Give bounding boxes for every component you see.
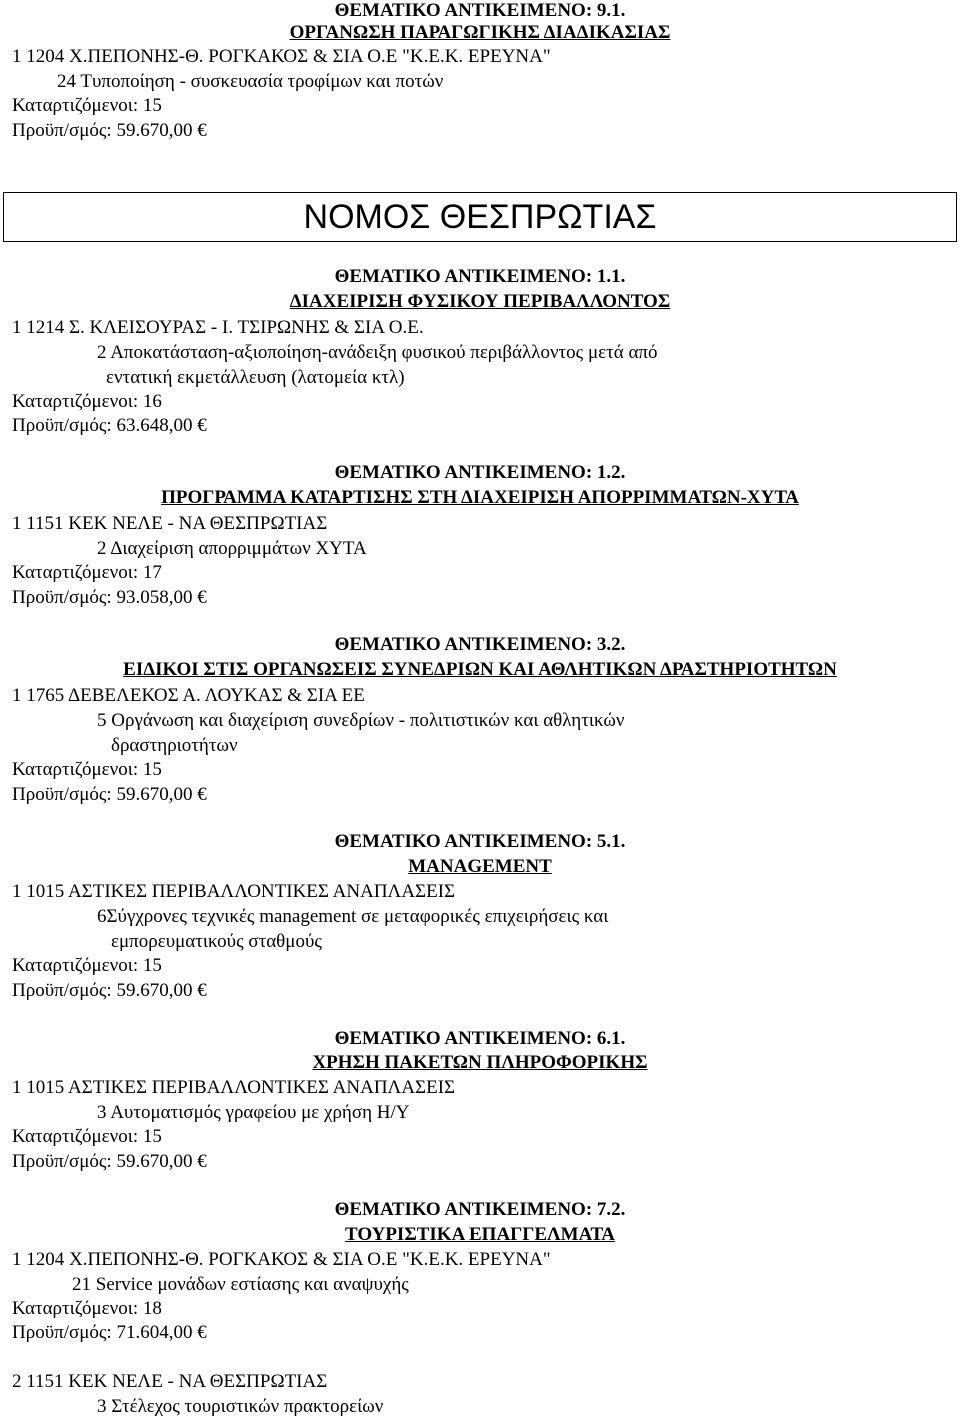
- program-line: 21 Service μονάδων εστίασης και αναψυχής: [72, 1274, 409, 1295]
- provider-line: 1 1204 Χ.ΠΕΠΟΝΗΣ-Θ. ΡΟΓΚΑΚΟΣ & ΣΙΑ Ο.Ε "Κ.Ε.Κ. ΕΡΕΥΝΑ": [12, 46, 551, 67]
- category-heading: ΤΟΥΡΙΣΤΙΚΑ ΕΠΑΓΓΕΛΜΑΤΑ: [344, 1224, 616, 1245]
- program-line: 6Σύγχρονες τεχνικές management σε μεταφορικές επιχειρήσεις και: [97, 906, 609, 927]
- trainees-count: Καταρτιζόμενοι: 15: [12, 95, 162, 116]
- program-line-continued: εντατική εκμετάλλευση (λατομεία κτλ): [106, 367, 405, 388]
- program-line: 5 Οργάνωση και διαχείριση συνεδρίων - πολιτιστικών και αθλητικών: [97, 710, 625, 731]
- provider-line: 1 1151 ΚΕΚ ΝΕΛΕ - ΝΑ ΘΕΣΠΡΩΤΙΑΣ: [12, 513, 328, 534]
- category-heading: ΠΡΟΓΡΑΜΜΑ ΚΑΤΑΡΤΙΣΗΣ ΣΤΗ ΔΙΑΧΕΙΡΙΣΗ ΑΠΟΡΡΙΜΜΑΤΩΝ-ΧΥΤΑ: [161, 487, 799, 508]
- trainees-count: Καταρτιζόμενοι: 15: [12, 759, 162, 780]
- provider-line: 1 1015 ΑΣΤΙΚΕΣ ΠΕΡΙΒΑΛΛΟΝΤΙΚΕΣ ΑΝΑΠΛΑΣΕΙΣ: [12, 881, 456, 902]
- category-heading: ΔΙΑΧΕΙΡΙΣΗ ΦΥΣΙΚΟΥ ΠΕΡΙΒΑΛΛΟΝΤΟΣ: [289, 291, 671, 312]
- theme-heading: ΘΕΜΑΤΙΚΟ ΑΝΤΙΚΕΙΜΕΝΟ: 3.2.: [334, 634, 626, 655]
- category-heading: ΕΙΔΙΚΟΙ ΣΤΙΣ ΟΡΓΑΝΩΣΕΙΣ ΣΥΝΕΔΡΙΩΝ ΚΑΙ ΑΘΛΗΤΙΚΩΝ ΔΡΑΣΤΗΡΙΟΤΗΤΩΝ: [123, 659, 837, 680]
- category-heading: MANAGEMENT: [408, 856, 552, 877]
- trainees-count: Καταρτιζόμενοι: 15: [12, 1126, 162, 1147]
- theme-heading: ΘΕΜΑΤΙΚΟ ΑΝΤΙΚΕΙΜΕΝΟ: 9.1.: [334, 0, 626, 21]
- trainees-count: Καταρτιζόμενοι: 15: [12, 955, 162, 976]
- budget-amount: Προϋπ/σμός: 93.058,00 €: [12, 587, 207, 608]
- county-title: ΝΟΜΟΣ ΘΕΣΠΡΩΤΙΑΣ: [303, 198, 657, 236]
- program-line: 24 Τυποποίηση - συσκευασία τροφίμων και ποτών: [57, 71, 444, 92]
- program-line-continued: δραστηριοτήτων: [111, 735, 238, 756]
- theme-heading: ΘΕΜΑΤΙΚΟ ΑΝΤΙΚΕΙΜΕΝΟ: 6.1.: [334, 1028, 626, 1049]
- category-heading: ΟΡΓΑΝΩΣΗ ΠΑΡΑΓΩΓΙΚΗΣ ΔΙΑΔΙΚΑΣΙΑΣ: [289, 22, 671, 43]
- budget-amount: Προϋπ/σμός: 59.670,00 €: [12, 1151, 207, 1172]
- provider-line: 1 1015 ΑΣΤΙΚΕΣ ΠΕΡΙΒΑΛΛΟΝΤΙΚΕΣ ΑΝΑΠΛΑΣΕΙΣ: [12, 1077, 456, 1098]
- theme-heading: ΘΕΜΑΤΙΚΟ ΑΝΤΙΚΕΙΜΕΝΟ: 5.1.: [334, 831, 626, 852]
- provider-line: 1 1204 Χ.ΠΕΠΟΝΗΣ-Θ. ΡΟΓΚΑΚΟΣ & ΣΙΑ Ο.Ε "Κ.Ε.Κ. ΕΡΕΥΝΑ": [12, 1249, 551, 1270]
- theme-heading: ΘΕΜΑΤΙΚΟ ΑΝΤΙΚΕΙΜΕΝΟ: 1.2.: [334, 462, 626, 483]
- program-line-continued: εμπορευματικούς σταθμούς: [111, 931, 322, 952]
- program-line: 3 Στέλεχος τουριστικών πρακτορείων: [97, 1396, 384, 1417]
- provider-line: 2 1151 ΚΕΚ ΝΕΛΕ - ΝΑ ΘΕΣΠΡΩΤΙΑΣ: [12, 1371, 328, 1392]
- category-heading: ΧΡΗΣΗ ΠΑΚΕΤΩΝ ΠΛΗΡΟΦΟΡΙΚΗΣ: [312, 1052, 648, 1073]
- provider-line: 1 1765 ΔΕΒΕΛΕΚΟΣ Α. ΛΟΥΚΑΣ & ΣΙΑ ΕΕ: [12, 685, 365, 706]
- theme-heading: ΘΕΜΑΤΙΚΟ ΑΝΤΙΚΕΙΜΕΝΟ: 1.1.: [334, 266, 626, 287]
- program-line: 2 Διαχείριση απορριμμάτων ΧΥΤΑ: [97, 538, 367, 559]
- trainees-count: Καταρτιζόμενοι: 16: [12, 391, 162, 412]
- trainees-count: Καταρτιζόμενοι: 18: [12, 1298, 162, 1319]
- budget-amount: Προϋπ/σμός: 71.604,00 €: [12, 1322, 207, 1343]
- budget-amount: Προϋπ/σμός: 59.670,00 €: [12, 980, 207, 1001]
- program-line: 2 Αποκατάσταση-αξιοποίηση-ανάδειξη φυσικού περιβάλλοντος μετά από: [97, 342, 658, 363]
- program-line: 3 Αυτοματισμός γραφείου με χρήση Η/Υ: [97, 1102, 410, 1123]
- budget-amount: Προϋπ/σμός: 59.670,00 €: [12, 120, 207, 141]
- trainees-count: Καταρτιζόμενοι: 17: [12, 562, 162, 583]
- budget-amount: Προϋπ/σμός: 63.648,00 €: [12, 415, 207, 436]
- budget-amount: Προϋπ/σμός: 59.670,00 €: [12, 784, 207, 805]
- theme-heading: ΘΕΜΑΤΙΚΟ ΑΝΤΙΚΕΙΜΕΝΟ: 7.2.: [334, 1199, 626, 1220]
- provider-line: 1 1214 Σ. ΚΛΕΙΣΟΥΡΑΣ - Ι. ΤΣΙΡΩΝΗΣ & ΣΙΑ Ο.Ε.: [12, 317, 424, 338]
